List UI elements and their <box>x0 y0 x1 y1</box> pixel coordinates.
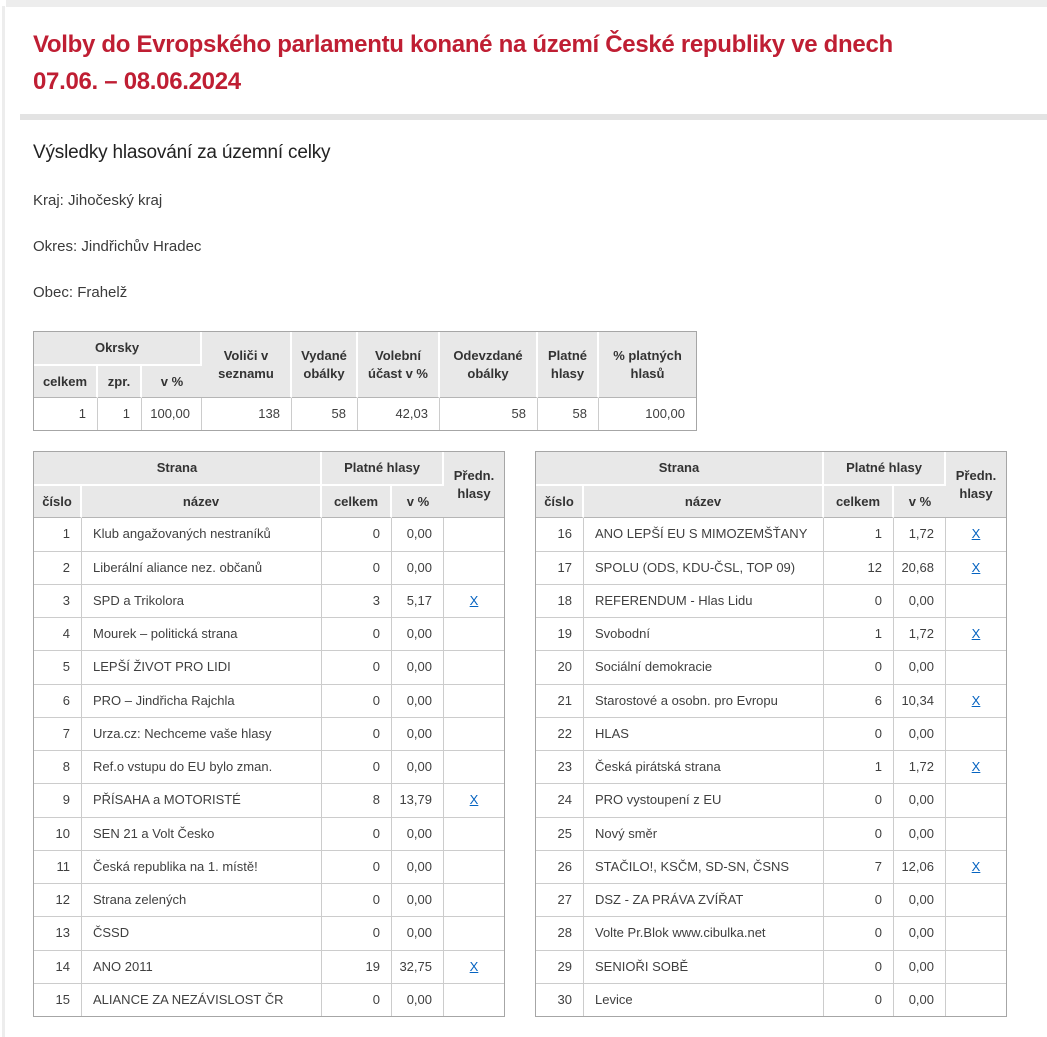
table-row <box>536 884 1006 917</box>
party-name: ČSSD <box>82 917 322 950</box>
party-number: 5 <box>34 651 82 684</box>
party-pref-cell <box>946 585 1006 618</box>
table-row <box>34 585 504 618</box>
party-votes-pct: 1,72 <box>894 618 946 651</box>
party-votes-total: 6 <box>824 685 894 718</box>
party-pref-cell <box>946 851 1006 884</box>
party-votes-pct: 0,00 <box>894 784 946 817</box>
party-votes-pct: 0,00 <box>894 951 946 984</box>
party-name: Svobodní <box>584 618 824 651</box>
party-number: 21 <box>536 685 584 718</box>
summary-header-zpr: zpr. <box>98 366 142 399</box>
party-votes-total: 1 <box>824 518 894 551</box>
party-votes-pct: 0,00 <box>894 585 946 618</box>
party-votes-total: 0 <box>322 851 392 884</box>
party-table-left <box>33 451 505 1017</box>
page-left-edge <box>2 6 5 1037</box>
table-row <box>34 851 504 884</box>
party-votes-pct: 0,00 <box>392 851 444 884</box>
table-row <box>34 884 504 917</box>
party-name: Urza.cz: Nechceme vaše hlasy <box>82 718 322 751</box>
party-name: PRO vystoupení z EU <box>584 784 824 817</box>
summary-row <box>34 398 696 430</box>
party-pref-cell <box>444 518 504 551</box>
summary-header-volici: Voliči v seznamu <box>202 332 292 398</box>
party-number: 12 <box>34 884 82 917</box>
header-divider <box>20 114 1047 120</box>
party-votes-pct: 10,34 <box>894 685 946 718</box>
party-votes-total: 0 <box>322 984 392 1016</box>
party-pref-cell <box>946 984 1006 1016</box>
party-number: 14 <box>34 951 82 984</box>
summary-header-okrsky: Okrsky <box>34 332 202 366</box>
party-pref-cell <box>946 552 1006 585</box>
party-number: 20 <box>536 651 584 684</box>
pref-votes-link[interactable]: X <box>469 592 479 608</box>
party-votes-total: 19 <box>322 951 392 984</box>
party-header-v-pct: v % <box>894 486 946 519</box>
party-pref-cell <box>444 851 504 884</box>
party-name: HLAS <box>584 718 824 751</box>
party-number: 29 <box>536 951 584 984</box>
party-votes-pct: 1,72 <box>894 751 946 784</box>
party-pref-cell <box>946 951 1006 984</box>
table-row <box>536 984 1006 1016</box>
party-number: 9 <box>34 784 82 817</box>
party-votes-pct: 13,79 <box>392 784 444 817</box>
party-pref-cell <box>444 884 504 917</box>
party-votes-total: 0 <box>322 917 392 950</box>
party-name: PŘÍSAHA a MOTORISTÉ <box>82 784 322 817</box>
region-value: Jindřichův Hradec <box>81 238 202 255</box>
party-pref-cell <box>444 751 504 784</box>
pref-votes-link[interactable]: X <box>971 858 981 874</box>
summary-vydane-obalky: 58 <box>292 398 358 430</box>
party-votes-pct: 0,00 <box>392 884 444 917</box>
party-name: Klub angažovaných nestraníků <box>82 518 322 551</box>
table-row <box>34 651 504 684</box>
party-votes-pct: 0,00 <box>894 884 946 917</box>
pref-votes-link[interactable]: X <box>971 626 981 642</box>
party-pref-cell <box>946 518 1006 551</box>
party-name: Nový směr <box>584 818 824 851</box>
table-row <box>536 518 1006 551</box>
party-name: REFERENDUM - Hlas Lidu <box>584 585 824 618</box>
table-row <box>34 552 504 585</box>
party-pref-cell <box>444 618 504 651</box>
summary-odevzdane-obalky: 58 <box>440 398 538 430</box>
party-votes-total: 0 <box>322 818 392 851</box>
region-label: Kraj: <box>33 192 64 209</box>
party-pref-cell <box>444 984 504 1016</box>
party-votes-pct: 0,00 <box>894 917 946 950</box>
party-pref-cell <box>946 718 1006 751</box>
table-row <box>536 818 1006 851</box>
party-number: 1 <box>34 518 82 551</box>
party-votes-total: 1 <box>824 618 894 651</box>
summary-header-ucast: Volební účast v % <box>358 332 440 398</box>
party-number: 10 <box>34 818 82 851</box>
party-number: 16 <box>536 518 584 551</box>
party-number: 18 <box>536 585 584 618</box>
party-votes-pct: 0,00 <box>894 718 946 751</box>
party-name: Mourek – politická strana <box>82 618 322 651</box>
party-number: 6 <box>34 685 82 718</box>
region-label: Obec: <box>33 284 74 301</box>
party-pref-cell <box>444 651 504 684</box>
party-votes-pct: 20,68 <box>894 552 946 585</box>
party-number: 28 <box>536 917 584 950</box>
party-name: ANO 2011 <box>82 951 322 984</box>
region-value: Jihočeský kraj <box>68 192 163 209</box>
page-title-line1: Volby do Evropského parlamentu konané na území České republiky ve dnech <box>33 31 893 58</box>
party-votes-pct: 0,00 <box>392 718 444 751</box>
party-number: 13 <box>34 917 82 950</box>
party-pref-cell <box>444 818 504 851</box>
table-row <box>536 751 1006 784</box>
summary-pct-platnych: 100,00 <box>645 406 685 422</box>
party-pref-cell <box>444 685 504 718</box>
table-row <box>34 518 504 551</box>
table-row <box>536 784 1006 817</box>
table-row <box>536 917 1006 950</box>
pref-votes-link[interactable]: X <box>971 759 981 775</box>
party-number: 24 <box>536 784 584 817</box>
party-number: 19 <box>536 618 584 651</box>
party-votes-pct: 0,00 <box>392 917 444 950</box>
party-name: Levice <box>584 984 824 1016</box>
party-number: 4 <box>34 618 82 651</box>
party-name: Česká pirátská strana <box>584 751 824 784</box>
party-header-platne-hlasy: Platné hlasy <box>824 452 946 486</box>
party-name: Strana zelených <box>82 884 322 917</box>
party-pref-cell <box>946 884 1006 917</box>
party-table-right <box>535 451 1007 1017</box>
party-name: STAČILO!, KSČM, SD-SN, ČSNS <box>584 851 824 884</box>
party-number: 8 <box>34 751 82 784</box>
party-number: 15 <box>34 984 82 1016</box>
party-votes-total: 0 <box>824 984 894 1016</box>
summary-header-celkem: celkem <box>34 366 98 399</box>
table-row <box>536 851 1006 884</box>
party-name: Volte Pr.Blok www.cibulka.net <box>584 917 824 950</box>
party-pref-cell <box>946 818 1006 851</box>
party-table-right-body <box>536 518 1006 1016</box>
party-header-celkem: celkem <box>322 486 392 519</box>
party-votes-total: 12 <box>824 552 894 585</box>
region-line-obec <box>33 284 1003 302</box>
summary-okrsky-celkem: 1 <box>34 398 98 430</box>
region-line-kraj <box>33 192 1003 210</box>
table-row <box>536 552 1006 585</box>
summary-header-v-pct: v % <box>142 366 202 399</box>
party-votes-total: 0 <box>824 585 894 618</box>
party-votes-total: 0 <box>322 651 392 684</box>
party-votes-pct: 12,06 <box>894 851 946 884</box>
party-votes-total: 0 <box>322 518 392 551</box>
party-votes-total: 0 <box>824 951 894 984</box>
party-votes-total: 0 <box>824 784 894 817</box>
party-name: Ref.o vstupu do EU bylo zman. <box>82 751 322 784</box>
party-number: 3 <box>34 585 82 618</box>
table-row <box>34 984 504 1016</box>
party-header-strana: Strana <box>536 452 824 486</box>
party-pref-cell <box>444 718 504 751</box>
party-pref-cell <box>946 917 1006 950</box>
table-row <box>536 585 1006 618</box>
party-name: PRO – Jindřicha Rajchla <box>82 685 322 718</box>
page-top-edge <box>6 0 1047 7</box>
summary-okrsky-zpr: 1 <box>98 398 142 430</box>
party-number: 22 <box>536 718 584 751</box>
table-row <box>536 718 1006 751</box>
party-votes-total: 0 <box>322 618 392 651</box>
table-row <box>34 751 504 784</box>
party-name: ALIANCE ZA NEZÁVISLOST ČR <box>82 984 322 1016</box>
table-row <box>34 818 504 851</box>
party-votes-pct: 5,17 <box>392 585 444 618</box>
region-value: Frahelž <box>77 284 128 301</box>
summary-platne-hlasy: 58 <box>538 398 599 430</box>
party-pref-cell <box>946 784 1006 817</box>
party-votes-total: 0 <box>824 917 894 950</box>
party-votes-pct: 0,00 <box>392 518 444 551</box>
table-row <box>536 651 1006 684</box>
page-title <box>33 26 993 100</box>
party-votes-pct: 32,75 <box>392 951 444 984</box>
party-pref-cell <box>444 951 504 984</box>
party-votes-total: 0 <box>322 884 392 917</box>
summary-ucast: 42,03 <box>358 398 440 430</box>
party-number: 23 <box>536 751 584 784</box>
pref-votes-link[interactable]: X <box>971 559 981 575</box>
party-name: SPD a Trikolora <box>82 585 322 618</box>
party-votes-pct: 0,00 <box>392 651 444 684</box>
pref-votes-link[interactable]: X <box>469 958 479 974</box>
party-votes-pct: 0,00 <box>392 818 444 851</box>
summary-okrsky-pct: 100,00 <box>142 398 202 430</box>
party-votes-total: 0 <box>322 718 392 751</box>
party-pref-cell <box>946 618 1006 651</box>
summary-header-pct-platnych: % platných hlasů <box>599 332 696 398</box>
region-label: Okres: <box>33 238 78 255</box>
party-votes-total: 0 <box>322 552 392 585</box>
party-pref-cell <box>444 585 504 618</box>
party-header-strana: Strana <box>34 452 322 486</box>
table-row <box>34 618 504 651</box>
party-votes-total: 7 <box>824 851 894 884</box>
party-votes-total: 0 <box>824 884 894 917</box>
pref-votes-link[interactable]: X <box>971 526 981 542</box>
table-row <box>34 718 504 751</box>
party-number: 7 <box>34 718 82 751</box>
party-name: SEN 21 a Volt Česko <box>82 818 322 851</box>
party-votes-pct: 0,00 <box>392 618 444 651</box>
party-votes-pct: 0,00 <box>894 984 946 1016</box>
section-title: Výsledky hlasování za územní celky <box>33 142 331 163</box>
party-votes-total: 8 <box>322 784 392 817</box>
table-row <box>536 618 1006 651</box>
summary-header-platne-hlasy: Platné hlasy <box>538 332 599 398</box>
party-votes-pct: 0,00 <box>392 685 444 718</box>
pref-votes-link[interactable]: X <box>971 692 981 708</box>
table-row <box>34 784 504 817</box>
party-header-predn-hlasy: Předn. hlasy <box>444 452 504 518</box>
party-pref-cell <box>946 751 1006 784</box>
party-header-celkem: celkem <box>824 486 894 519</box>
party-votes-total: 0 <box>824 818 894 851</box>
party-votes-total: 0 <box>322 751 392 784</box>
party-votes-pct: 0,00 <box>392 751 444 784</box>
party-number: 2 <box>34 552 82 585</box>
party-header-predn-hlasy: Předn. hlasy <box>946 452 1006 518</box>
page-title-line2: 07.06. – 08.06.2024 <box>33 68 241 95</box>
party-header-v-pct: v % <box>392 486 444 519</box>
party-votes-pct: 1,72 <box>894 518 946 551</box>
party-votes-pct: 0,00 <box>392 552 444 585</box>
party-tables <box>33 451 1003 1017</box>
party-name: SENIOŘI SOBĚ <box>584 951 824 984</box>
party-pref-cell <box>444 917 504 950</box>
party-pref-cell <box>946 651 1006 684</box>
party-votes-pct: 0,00 <box>894 651 946 684</box>
summary-table <box>33 331 697 431</box>
party-name: Česká republika na 1. místě! <box>82 851 322 884</box>
party-number: 30 <box>536 984 584 1016</box>
party-header-cislo: číslo <box>34 486 82 519</box>
table-row <box>536 951 1006 984</box>
party-table-left-body <box>34 518 504 1016</box>
party-header-nazev: název <box>584 486 824 519</box>
table-row <box>34 685 504 718</box>
party-votes-total: 0 <box>322 685 392 718</box>
party-pref-cell <box>444 552 504 585</box>
party-number: 25 <box>536 818 584 851</box>
party-name: ANO LEPŠÍ EU S MIMOZEMŠŤANY <box>584 518 824 551</box>
party-votes-total: 1 <box>824 751 894 784</box>
party-number: 26 <box>536 851 584 884</box>
party-votes-total: 3 <box>322 585 392 618</box>
summary-header-odevzdane-obalky: Odevzdané obálky <box>440 332 538 398</box>
party-name: DSZ - ZA PRÁVA ZVÍŘAT <box>584 884 824 917</box>
summary-header-vydane-obalky: Vydané obálky <box>292 332 358 398</box>
party-votes-total: 0 <box>824 651 894 684</box>
party-number: 17 <box>536 552 584 585</box>
party-votes-pct: 0,00 <box>894 818 946 851</box>
party-number: 11 <box>34 851 82 884</box>
party-header-nazev: název <box>82 486 322 519</box>
party-name: SPOLU (ODS, KDU-ČSL, TOP 09) <box>584 552 824 585</box>
party-name: Starostové a osobn. pro Evropu <box>584 685 824 718</box>
party-votes-pct: 0,00 <box>392 984 444 1016</box>
party-name: Sociální demokracie <box>584 651 824 684</box>
party-votes-total: 0 <box>824 718 894 751</box>
party-header-platne-hlasy: Platné hlasy <box>322 452 444 486</box>
party-name: Liberální aliance nez. občanů <box>82 552 322 585</box>
table-row <box>34 951 504 984</box>
region-line-okres <box>33 238 1003 256</box>
party-number: 27 <box>536 884 584 917</box>
party-pref-cell <box>946 685 1006 718</box>
pref-votes-link[interactable]: X <box>469 792 479 808</box>
party-name: LEPŠÍ ŽIVOT PRO LIDI <box>82 651 322 684</box>
summary-volici: 138 <box>202 398 292 430</box>
party-header-cislo: číslo <box>536 486 584 519</box>
party-pref-cell <box>444 784 504 817</box>
table-row <box>34 917 504 950</box>
table-row <box>536 685 1006 718</box>
